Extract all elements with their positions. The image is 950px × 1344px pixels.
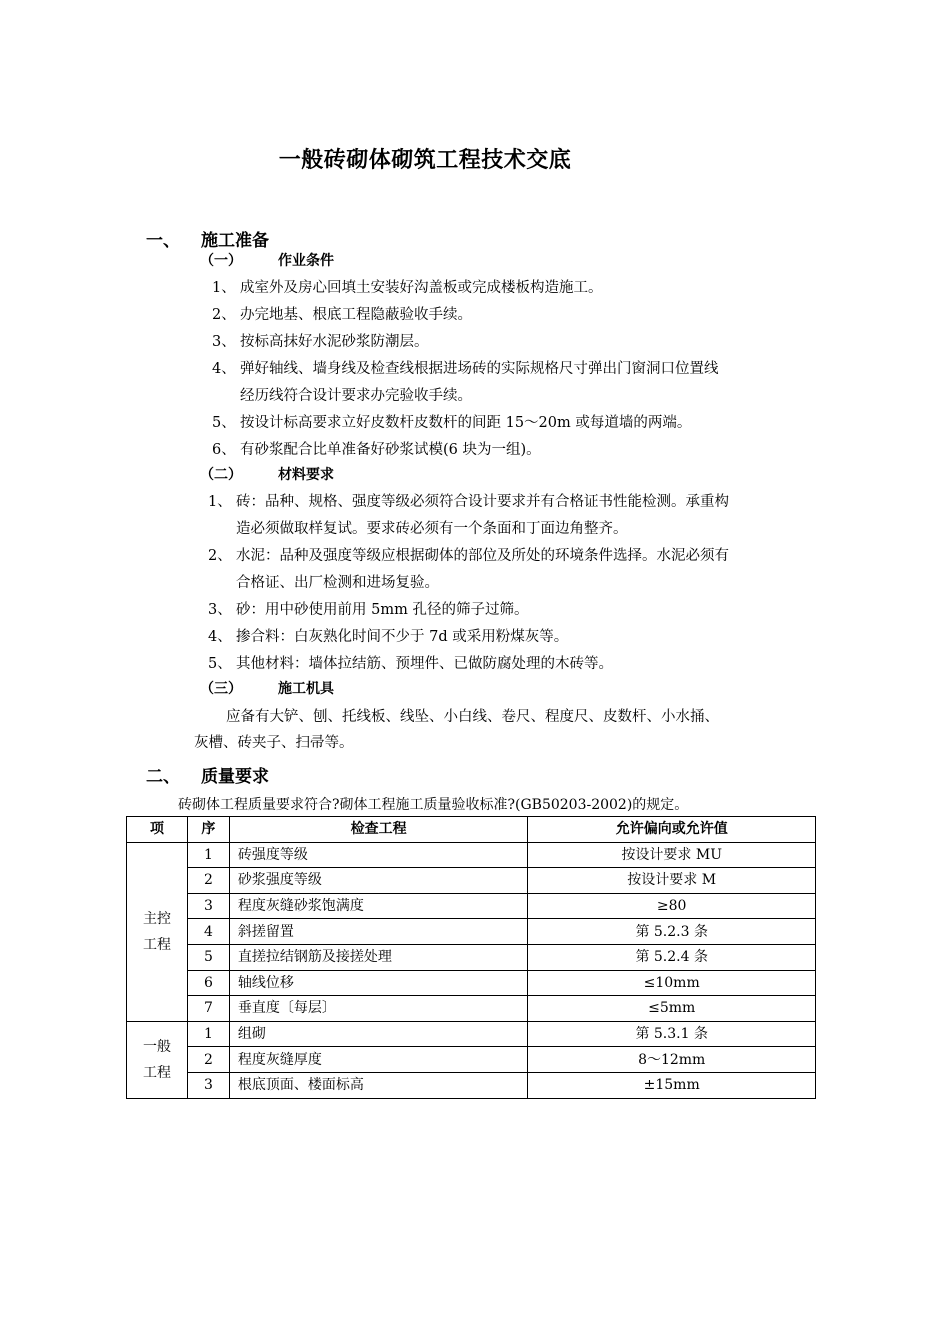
item-number: 4、 — [212, 361, 236, 377]
item-text: 按设计标高要求立好皮数杆皮数杆的间距 15～20m 或每道墙的两端。 — [240, 415, 692, 431]
item-number: 1、 — [208, 494, 232, 510]
tolerance-value: 8～12mm — [528, 1047, 816, 1073]
item-text: 有砂浆配合比单准备好砂浆试模(6 块为一组)。 — [240, 442, 541, 458]
check-item: 程度灰缝砂浆饱满度 — [229, 893, 528, 919]
item-text: 砖：品种、规格、强度等级必须符合设计要求并有合格证书性能检测。承重构 — [236, 494, 729, 510]
table-row — [127, 842, 816, 868]
item-text: 成室外及房心回填土安装好沟盖板或完成楼板构造施工。 — [240, 280, 603, 296]
subsection-number: （一） — [200, 253, 242, 269]
item-text-continued: 经历线符合设计要求办完验收手续。 — [240, 388, 472, 404]
section-intro: 砖砌体工程质量要求符合?砌体工程施工质量验收标准?(GB50203-2002)的规定。 — [178, 797, 689, 813]
item-number: 4、 — [208, 629, 232, 645]
document-title: 一般砖砌体砌筑工程技术交底 — [278, 148, 572, 173]
column-header: 允许偏向或允许值 — [528, 817, 816, 843]
column-header: 项 — [127, 817, 188, 843]
row-number: 4 — [187, 919, 229, 945]
table-row — [127, 893, 816, 919]
row-number: 5 — [187, 944, 229, 970]
quality-table — [126, 816, 816, 1099]
tolerance-value: ≤10mm — [528, 970, 816, 996]
table-row — [127, 1021, 816, 1047]
subsection-number: （三） — [200, 681, 242, 697]
check-item: 轴线位移 — [229, 970, 528, 996]
group-name-line: 一般 — [142, 1038, 171, 1055]
tolerance-value: 第 5.3.1 条 — [528, 1021, 816, 1047]
tolerance-value: ≥80 — [528, 893, 816, 919]
group-name-line: 工程 — [142, 1064, 171, 1081]
item-text: 其他材料：墙体拉结筋、预埋件、已做防腐处理的木砖等。 — [236, 656, 613, 672]
table-row — [127, 1047, 816, 1073]
subsection-title: 作业条件 — [278, 253, 334, 269]
check-item: 组砌 — [229, 1021, 528, 1047]
item-number: 1、 — [212, 280, 236, 296]
item-number: 3、 — [212, 334, 236, 350]
group-name-line: 工程 — [142, 936, 171, 953]
table-row — [127, 919, 816, 945]
table-row — [127, 1072, 816, 1098]
paragraph-line: 应备有大铲、刨、托线板、线坠、小白线、卷尺、程度尺、皮数杆、小水捅、 — [226, 709, 719, 725]
row-number: 1 — [187, 842, 229, 868]
item-text: 按标高抹好水泥砂浆防潮层。 — [240, 334, 429, 350]
item-text: 弹好轴线、墙身线及检查线根据进场砖的实际规格尺寸弹出门窗洞口位置线 — [240, 361, 719, 377]
item-text-continued: 造必须做取样复试。要求砖必须有一个条面和丁面边角整齐。 — [236, 521, 628, 537]
item-number: 6、 — [212, 442, 236, 458]
section-title: 质量要求 — [201, 767, 269, 787]
check-item: 砂浆强度等级 — [229, 868, 528, 894]
subsection-title: 施工机具 — [278, 681, 334, 697]
item-text: 办完地基、根底工程隐蔽验收手续。 — [240, 307, 472, 323]
item-number: 5、 — [208, 656, 232, 672]
row-number: 3 — [187, 893, 229, 919]
subsection-number: （二） — [200, 467, 242, 483]
item-text: 水泥：品种及强度等级应根据砌体的部位及所处的环境条件选择。水泥必须有 — [236, 548, 729, 564]
paragraph-line: 灰槽、砖夹子、扫帚等。 — [194, 735, 354, 751]
column-header: 序 — [187, 817, 229, 843]
item-number: 5、 — [212, 415, 236, 431]
check-item: 砖强度等级 — [229, 842, 528, 868]
row-number: 7 — [187, 996, 229, 1022]
section-number: 二、 — [146, 767, 180, 787]
table-row — [127, 996, 816, 1022]
section-title: 施工准备 — [201, 231, 269, 251]
item-number: 3、 — [208, 602, 232, 618]
row-number: 1 — [187, 1021, 229, 1047]
row-number: 6 — [187, 970, 229, 996]
tolerance-value: ±15mm — [528, 1072, 816, 1098]
table-row — [127, 970, 816, 996]
tolerance-value: ≤5mm — [528, 996, 816, 1022]
item-text: 掺合料：白灰熟化时间不少于 7d 或采用粉煤灰等。 — [236, 629, 569, 645]
group-name-line: 主控 — [142, 910, 171, 927]
check-item: 斜搓留置 — [229, 919, 528, 945]
tolerance-value: 第 5.2.3 条 — [528, 919, 816, 945]
check-item: 根底顶面、楼面标高 — [229, 1072, 528, 1098]
row-number: 3 — [187, 1072, 229, 1098]
row-number: 2 — [187, 1047, 229, 1073]
check-item: 垂直度〔每层〕 — [229, 996, 528, 1022]
item-number: 2、 — [208, 548, 232, 564]
table-header-row — [127, 817, 816, 843]
section-number: 一、 — [146, 231, 180, 251]
check-item: 直搓拉结钢筋及接搓处理 — [229, 944, 528, 970]
group-cell — [127, 1021, 188, 1098]
tolerance-value: 按设计要求 M — [528, 868, 816, 894]
group-cell — [127, 842, 188, 1021]
column-header: 检查工程 — [229, 817, 528, 843]
check-item: 程度灰缝厚度 — [229, 1047, 528, 1073]
item-number: 2、 — [212, 307, 236, 323]
subsection-title: 材料要求 — [278, 467, 334, 483]
table-row — [127, 868, 816, 894]
tolerance-value: 按设计要求 MU — [528, 842, 816, 868]
item-text-continued: 合格证、出厂检测和进场复验。 — [236, 575, 439, 591]
row-number: 2 — [187, 868, 229, 894]
tolerance-value: 第 5.2.4 条 — [528, 944, 816, 970]
item-text: 砂：用中砂使用前用 5mm 孔径的筛子过筛。 — [236, 602, 529, 618]
table-row — [127, 944, 816, 970]
